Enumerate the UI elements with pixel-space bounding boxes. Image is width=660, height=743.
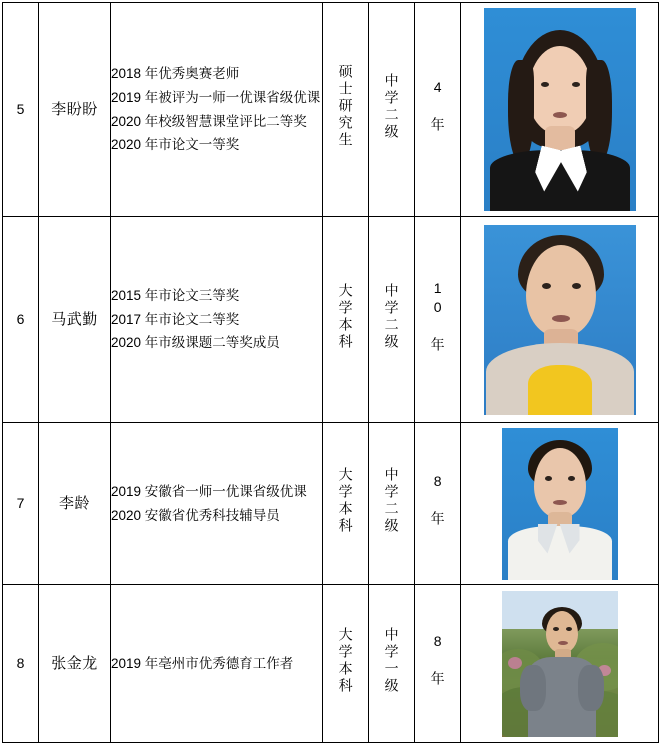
education-value: 大学本科 bbox=[337, 626, 354, 695]
table-row bbox=[3, 217, 659, 423]
portrait-photo-row8 bbox=[502, 591, 618, 737]
education-cell bbox=[323, 423, 369, 585]
achievement-line: 2020 年市论文一等奖 bbox=[111, 137, 240, 153]
title-cell bbox=[369, 423, 415, 585]
title-value: 中学二级 bbox=[383, 466, 400, 535]
photo-cell bbox=[461, 3, 659, 217]
teacher-name: 李盼盼 bbox=[39, 3, 111, 217]
achievements-cell bbox=[111, 217, 323, 423]
years-cell bbox=[415, 585, 461, 743]
table-row bbox=[3, 585, 659, 743]
achievements-cell bbox=[111, 3, 323, 217]
photo-cell bbox=[461, 423, 659, 585]
education-cell bbox=[323, 217, 369, 423]
years-value: 8 年 bbox=[429, 473, 446, 529]
years-value: 8 年 bbox=[429, 633, 446, 689]
years-cell bbox=[415, 217, 461, 423]
achievement-line: 2015 年市论文三等奖 bbox=[111, 288, 240, 304]
teacher-roster-table bbox=[2, 2, 659, 743]
photo-cell bbox=[461, 217, 659, 423]
achievements-cell bbox=[111, 423, 323, 585]
table-row bbox=[3, 3, 659, 217]
teacher-name: 张金龙 bbox=[39, 585, 111, 743]
education-cell bbox=[323, 585, 369, 743]
photo-cell bbox=[461, 585, 659, 743]
years-value: 10 年 bbox=[429, 279, 446, 354]
teacher-name: 马武勤 bbox=[39, 217, 111, 423]
achievement-line: 2019 年被评为一师一优课省级优课 bbox=[111, 89, 321, 105]
table-row bbox=[3, 423, 659, 585]
education-value: 大学本科 bbox=[337, 466, 354, 535]
title-value: 中学二级 bbox=[383, 72, 400, 141]
title-cell bbox=[369, 585, 415, 743]
row-index: 7 bbox=[3, 423, 39, 585]
title-cell bbox=[369, 3, 415, 217]
achievement-line: 2020 年市级课题二等奖成员 bbox=[111, 335, 280, 351]
row-index: 5 bbox=[3, 3, 39, 217]
title-value: 中学二级 bbox=[383, 282, 400, 351]
years-cell bbox=[415, 3, 461, 217]
portrait-photo-row7 bbox=[502, 428, 618, 580]
achievement-line: 2020 安徽省优秀科技辅导员 bbox=[111, 507, 280, 523]
years-value: 4 年 bbox=[429, 79, 446, 135]
achievements-cell bbox=[111, 585, 323, 743]
achievement-line: 2019 安徽省一师一优课省级优课 bbox=[111, 483, 307, 499]
row-index: 6 bbox=[3, 217, 39, 423]
portrait-photo-row6 bbox=[484, 225, 636, 415]
education-cell bbox=[323, 3, 369, 217]
portrait-photo-row5 bbox=[484, 8, 636, 211]
education-value: 大学本科 bbox=[337, 282, 354, 351]
teacher-name: 李龄 bbox=[39, 423, 111, 585]
education-value: 硕士研究生 bbox=[337, 64, 354, 150]
achievement-line: 2019 年亳州市优秀德育工作者 bbox=[111, 655, 294, 671]
title-cell bbox=[369, 217, 415, 423]
achievement-line: 2017 年市论文二等奖 bbox=[111, 311, 240, 327]
achievement-line: 2018 年优秀奥赛老师 bbox=[111, 66, 240, 82]
title-value: 中学一级 bbox=[383, 626, 400, 695]
row-index: 8 bbox=[3, 585, 39, 743]
achievement-line: 2020 年校级智慧课堂评比二等奖 bbox=[111, 113, 307, 129]
years-cell bbox=[415, 423, 461, 585]
